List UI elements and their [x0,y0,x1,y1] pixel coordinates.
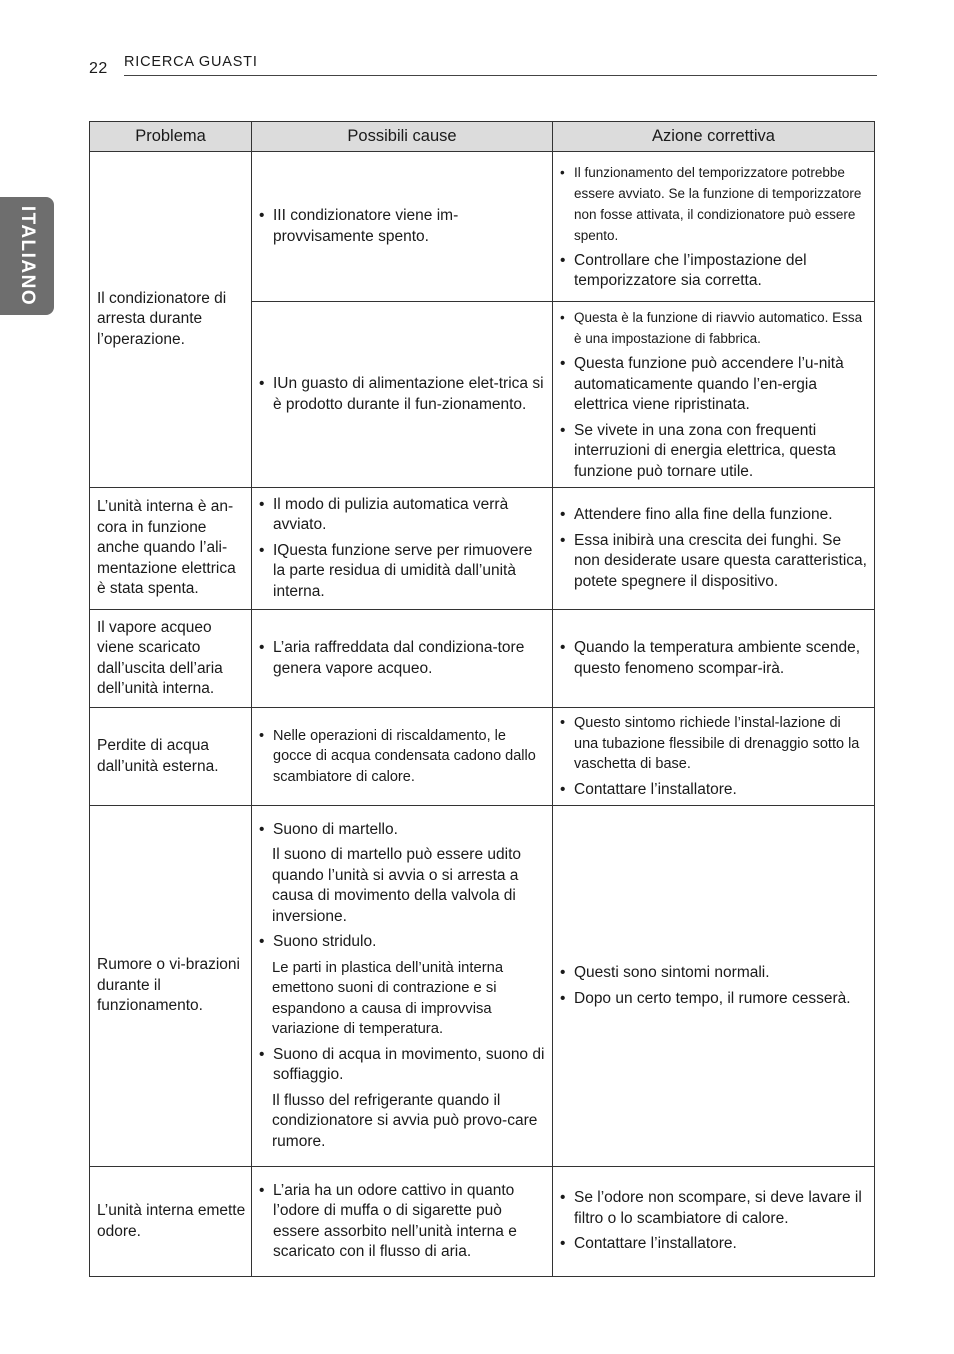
action-item: • Questo sintomo richiede l’instal-lazione di una tubazione flessibile di drenaggio sotto la vaschetta di base. [560,713,868,775]
cause-item: • IQuesta funzione serve per rimuovere la parte residua di umidità dall’unità interna. [259,541,546,603]
cause-cell [252,488,553,610]
troubleshooting-table [89,121,875,1277]
table-row [90,1167,875,1277]
problem-cell: Il condizionatore di arresta durante l’operazione. [90,152,252,488]
cause-item: • Suono di martello. [259,820,546,841]
action-cell [553,488,875,610]
cause-item: • IUn guasto di alimentazione elet-trica si è prodotto durante il fun-zionamento. [259,374,546,415]
action-item: • Questa funzione può accendere l’u-nità automaticamente quando l’en-ergia elettrica viene ripristinata. [560,354,868,416]
action-item: • Contattare l’installatore. [560,1234,868,1255]
table-header-row [90,122,875,152]
action-cell [553,610,875,708]
action-item: • Questi sono sintomi normali. [560,963,868,984]
action-cell [553,302,875,488]
cause-item: • L’aria ha un odore cattivo in quanto l’odore di muffa o di sigarette può essere assorbito nell’unità interna e scaricato con il flusso di aria. [259,1181,546,1263]
column-header-problem: Problema [90,122,252,152]
cause-cell [252,302,553,488]
action-item: • Il funzionamento del temporizzatore potrebbe essere avviato. Se la funzione di temporizzatore non fosse attivata, il condizionatore può essere spento. [560,162,868,246]
cause-cell [252,806,553,1167]
action-cell [553,708,875,806]
action-item: • Attendere fino alla fine della funzione. [560,505,868,526]
cause-item: • Il modo di pulizia automatica verrà avviato. [259,495,546,536]
action-item: • Se l’odore non scompare, si deve lavare il filtro o lo scambiatore di calore. [560,1188,868,1229]
problem-cell: Perdite di acqua dall’unità esterna. [90,708,252,806]
cause-detail: Il suono di martello può essere udito quando l’unità si avvia o si arresta a causa di movimento della valvola di inversione. [272,846,522,925]
cause-item: • Suono di acqua in movimento, suono di soffiaggio. [259,1045,546,1086]
cause-cell [252,152,553,302]
language-tab [0,197,54,315]
section-title: RICERCA GUASTI [124,54,258,70]
page-number: 22 [89,60,108,77]
cause-item: • Suono stridulo. [259,932,546,953]
cause-detail: Il flusso del refrigerante quando il condizionatore si avvia può provo-care rumore. [272,1091,538,1150]
table-row [90,152,875,302]
action-item: • Dopo un certo tempo, il rumore cesserà. [560,989,868,1010]
problem-cell: Il vapore acqueo viene scaricato dall’uscita dell’aria dell’unità interna. [90,610,252,708]
cause-item: • III condizionatore viene im-provvisamente spento. [259,206,546,247]
cause-cell [252,610,553,708]
table-row [90,610,875,708]
page-header [89,52,877,78]
action-item: • Questa è la funzione di riavvio automatico. Essa è una impostazione di fabbrica. [560,307,868,349]
table-row [90,806,875,1167]
problem-cell: L’unità interna emette odore. [90,1167,252,1277]
table-row [90,708,875,806]
cause-cell [252,1167,553,1277]
problem-cell: Rumore o vi-brazioni durante il funzionamento. [90,806,252,1167]
column-header-action: Azione correttiva [553,122,875,152]
problem-cell: L’unità interna è an-cora in funzione anche quando l’ali-mentazione elettrica è stata spenta. [90,488,252,610]
cause-item: • L’aria raffreddata dal condiziona-tore genera vapore acqueo. [259,638,546,679]
cause-item: • Nelle operazioni di riscaldamento, le gocce di acqua condensata cadono dallo scambiatore di calore. [259,726,546,788]
action-item: • Contattare l’installatore. [560,780,868,801]
action-cell [553,152,875,302]
action-item: • Quando la temperatura ambiente scende, questo fenomeno scompar-irà. [560,638,868,679]
action-item: • Se vivete in una zona con frequenti interruzioni di energia elettrica, questa funzione può tornare utile. [560,421,868,483]
action-cell [553,1167,875,1277]
language-tab-label: ITALIANO [17,205,38,307]
cause-cell [252,708,553,806]
action-item: • Controllare che l’impostazione del temporizzatore sia corretta. [560,251,868,292]
action-cell [553,806,875,1167]
header-rule [124,75,877,76]
column-header-causes: Possibili cause [252,122,553,152]
table-row [90,488,875,610]
action-item: • Essa inibirà una crescita dei funghi. Se non desiderate usare questa caratteristica, potete spegnere il dispositivo. [560,531,868,593]
cause-detail: Le parti in plastica dell’unità interna emettono suoni di contrazione e si espandono a causa di improvvisa variazione di temperatura. [272,959,504,1038]
